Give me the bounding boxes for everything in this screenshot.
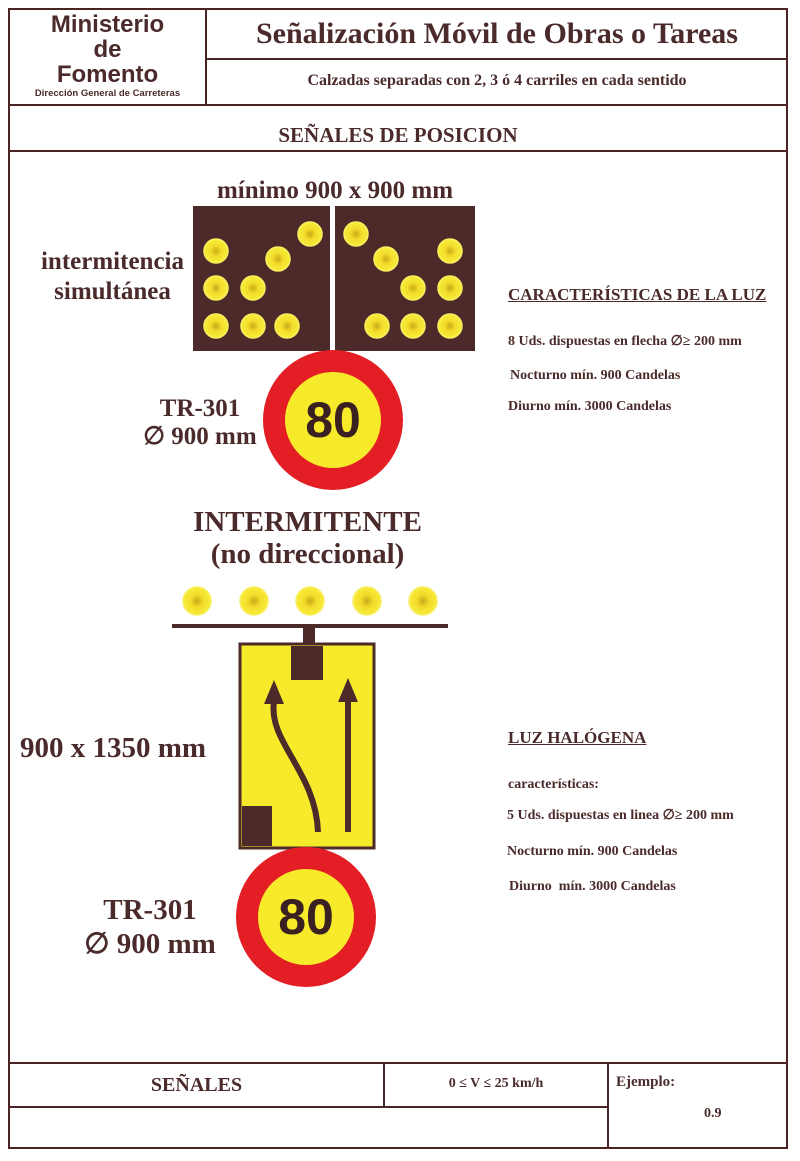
footer-middle-line (8, 1106, 608, 1108)
speed-limit-sign-lower (236, 847, 376, 987)
footer-category: SEÑALES (150, 1074, 243, 1096)
lamp (409, 587, 437, 615)
footer-example-label: Ejemplo: (616, 1074, 676, 1090)
arrow-lights-panel (193, 206, 475, 351)
speed-limit-inner-lower (258, 869, 354, 965)
footer-top-line (8, 1062, 788, 1064)
lamp (266, 247, 290, 271)
lamp (353, 587, 381, 615)
page-subtitle: Calzadas separadas con 2, 3 ó 4 carriles en cada sentido (307, 72, 687, 89)
section-title-line (8, 150, 788, 152)
intermittent-line1: INTERMITENTE (193, 506, 422, 538)
light-spec-line2: Nocturno mín. 900 Candelas (510, 368, 681, 383)
intermittent-line2: (no direccional) (210, 538, 405, 570)
lamp (296, 587, 324, 615)
halogen-spec-line1: 5 Uds. dispuestas en linea ∅≥ 200 mm (507, 808, 734, 823)
speed-limit-value-upper: 80 (305, 392, 361, 448)
sign-diameter-lower: ∅ 900 mm (84, 928, 216, 960)
halogen-spec-line3: Diurno mín. 3000 Candelas (509, 879, 676, 894)
lamp (204, 314, 228, 338)
sign-code-lower (70, 893, 230, 961)
lamp (183, 587, 211, 615)
ministry-name-line3: Fomento (56, 61, 159, 88)
footer-speed-range: 0 ≤ V ≤ 25 km/h (448, 1076, 544, 1091)
lamp (240, 587, 268, 615)
footer-example-number: 0.9 (704, 1106, 722, 1121)
lamp (241, 314, 265, 338)
lamp (438, 239, 462, 263)
halogen-lamps (183, 587, 437, 615)
lamp (204, 276, 228, 300)
light-spec-line3: Diurno mín. 3000 Candelas (508, 399, 672, 414)
sign-diameter-upper: ∅ 900 mm (143, 423, 257, 450)
halogen-spec-line2: Nocturno mín. 900 Candelas (507, 844, 678, 859)
halogen-spec-intro: características: (508, 777, 599, 792)
light-characteristics-heading: CARACTERÍSTICAS DE LA LUZ (508, 285, 767, 304)
lane-sign-top-block (291, 646, 323, 680)
speed-limit-value-lower: 80 (278, 889, 334, 945)
lamp (438, 314, 462, 338)
ministry-name-line2: de (93, 36, 122, 63)
header-middle-line (205, 58, 788, 60)
light-spec-line1: 8 Uds. dispuestas en flecha ∅≥ 200 mm (508, 334, 742, 349)
sign-code-upper (120, 395, 280, 451)
ministry-logo (10, 10, 205, 104)
flash-mode-label (30, 247, 195, 307)
lane-sign-size-label: 900 x 1350 mm (20, 732, 207, 764)
lamp (344, 222, 368, 246)
lamp (298, 222, 322, 246)
speed-limit-inner-upper (285, 372, 381, 468)
flash-mode-line1: intermitencia (40, 248, 184, 275)
panel-size-label: mínimo 900 x 900 mm (216, 177, 454, 204)
lamp (438, 276, 462, 300)
page-title: Señalización Móvil de Obras o Tareas (256, 17, 738, 50)
lamp (401, 314, 425, 338)
speed-limit-sign-upper (263, 350, 403, 490)
ministry-subtitle: Dirección General de Carreteras (34, 88, 181, 99)
header-bottom-line (8, 104, 788, 106)
lane-sign-corner-block (242, 806, 272, 846)
halogen-light-heading: LUZ HALÓGENA (508, 728, 647, 747)
lamp (241, 276, 265, 300)
lamp (204, 239, 228, 263)
flash-mode-line2: simultánea (54, 278, 171, 305)
lane-diversion-sign (238, 642, 376, 850)
sign-code-lower-text: TR-301 (103, 894, 197, 926)
lamp (374, 247, 398, 271)
lamp (401, 276, 425, 300)
section-title: SEÑALES DE POSICION (278, 123, 518, 147)
intermittent-label (150, 506, 465, 570)
footer-divider-2 (607, 1062, 609, 1149)
lamp (365, 314, 389, 338)
ministry-name-line1: Ministerio (50, 11, 165, 38)
sign-code-upper-text: TR-301 (159, 395, 241, 422)
lamp (275, 314, 299, 338)
